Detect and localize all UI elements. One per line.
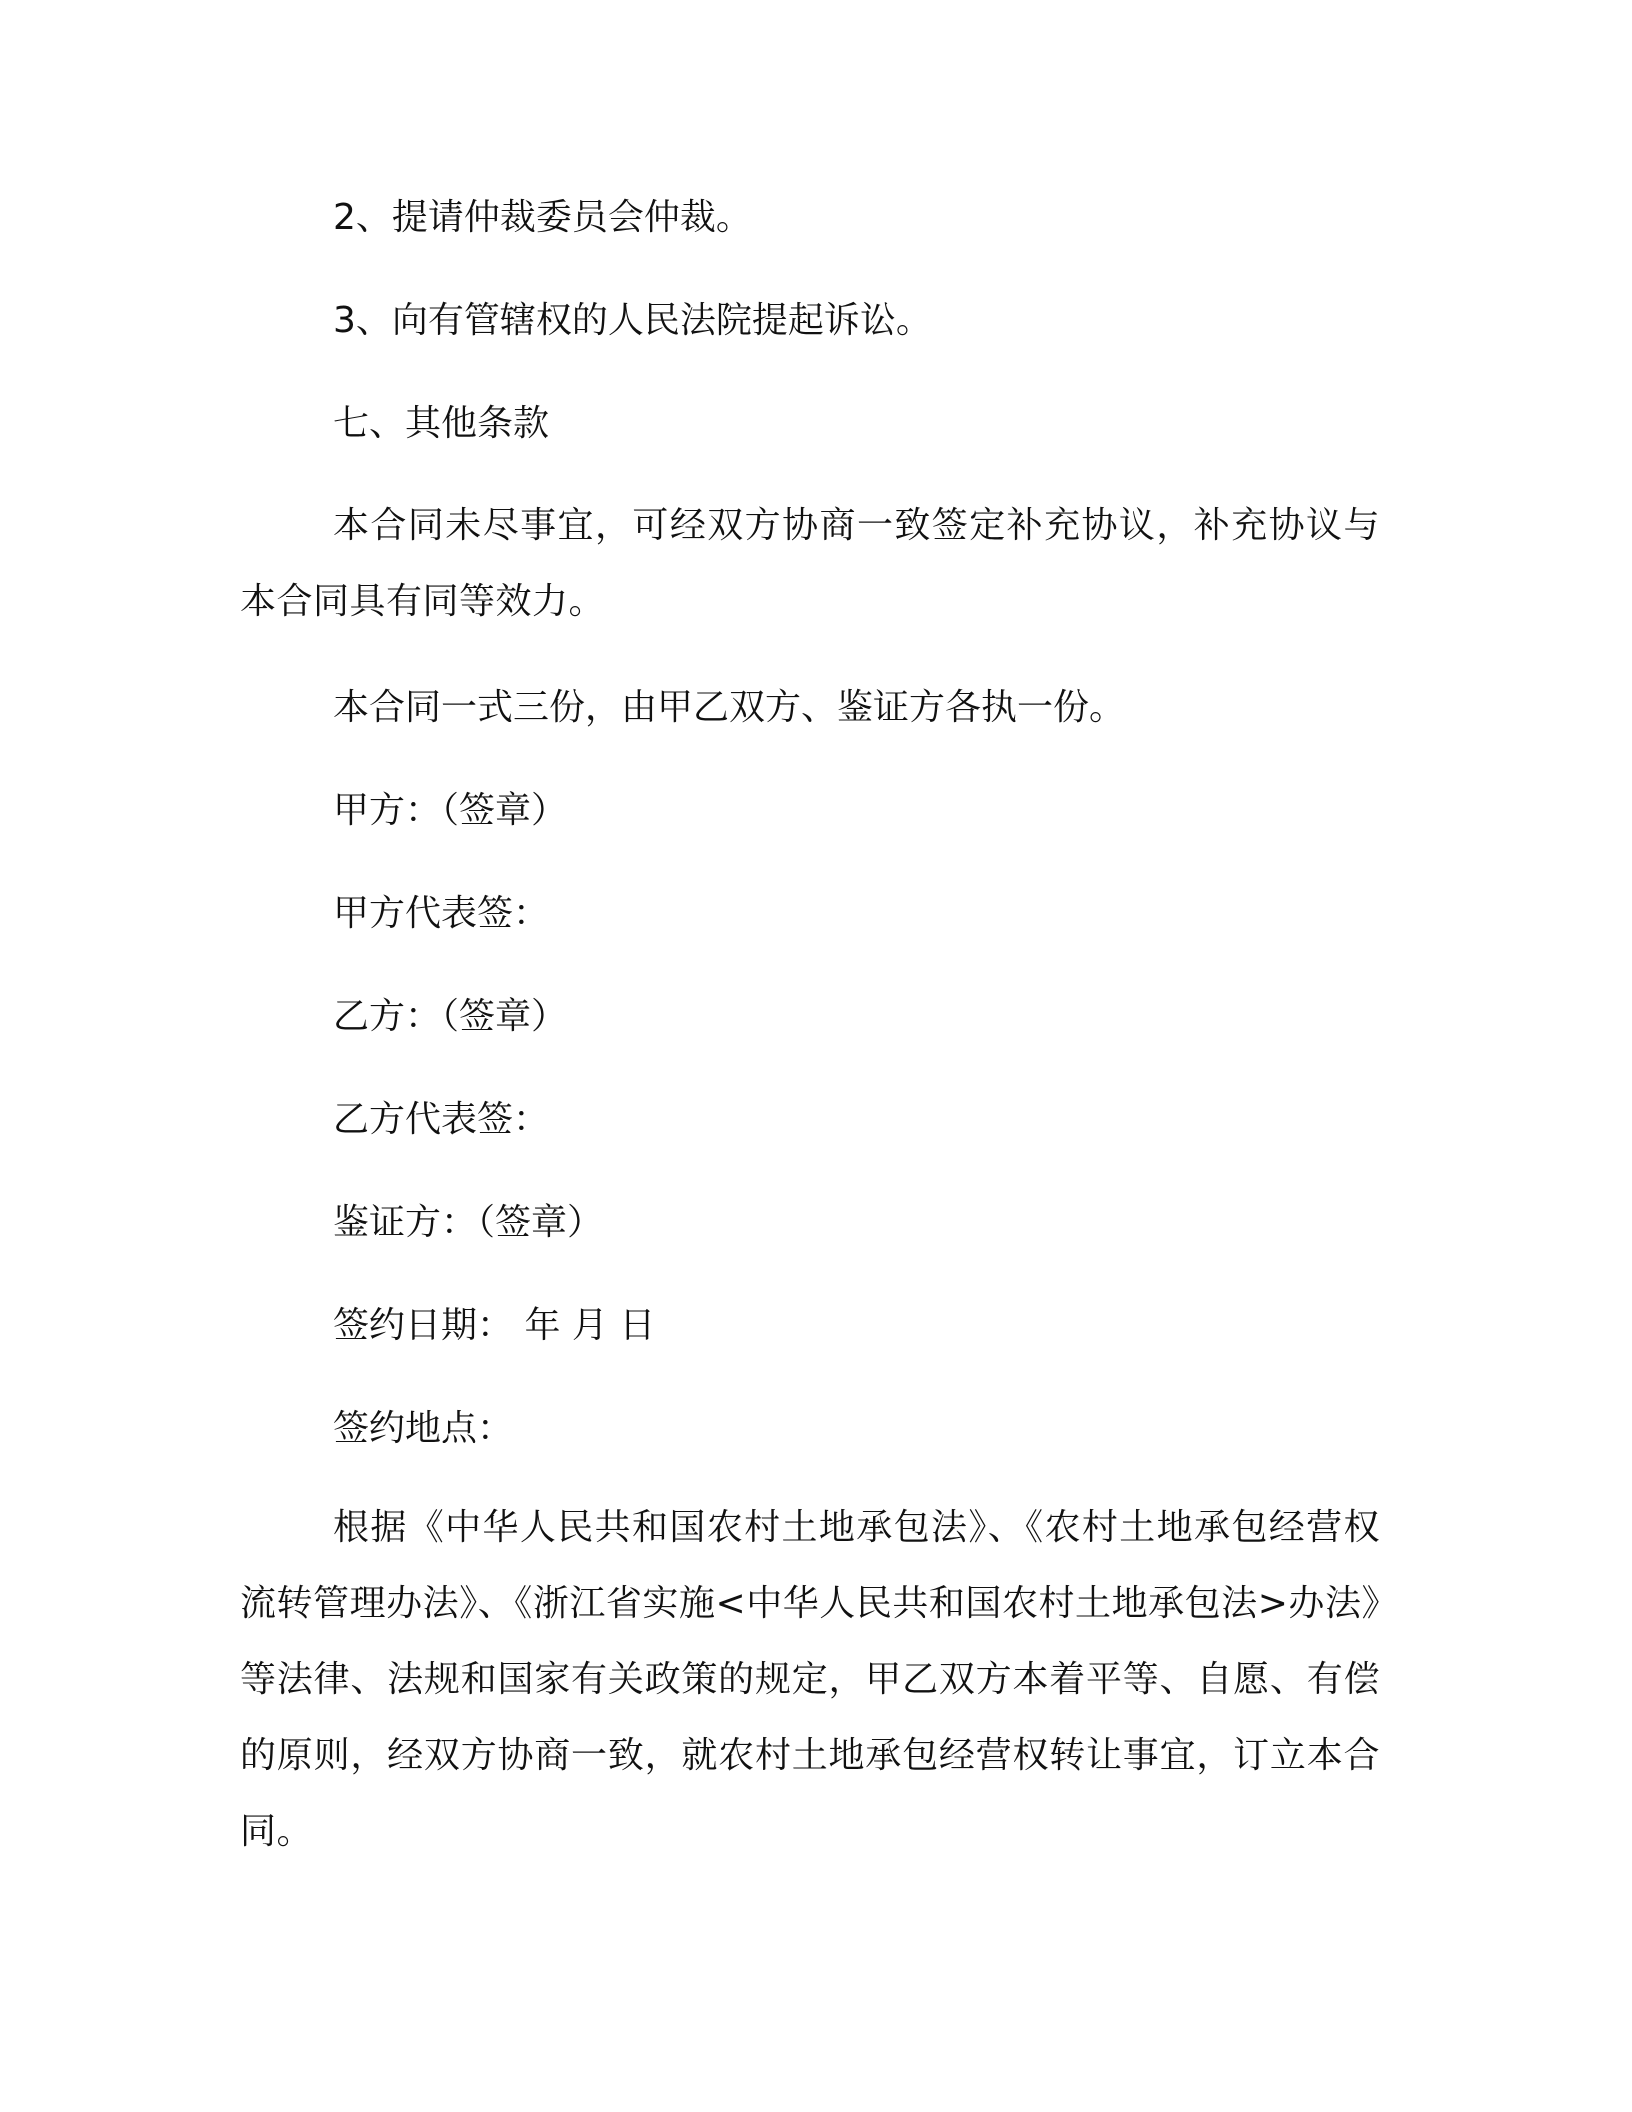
clause-3: 3、向有管辖权的人民法院提起诉讼。 [333, 300, 932, 341]
party-b-signature: 乙方：（签章） [333, 996, 568, 1037]
legal-basis-paragraph: 根据《中华人民共和国农村土地承包法》、《农村土地承包经营权流转管理办法》、《浙江省实施<中华人民共和国农村土地承包法>办法》等法律、法规和国家有关政策的规定，甲乙双方本着平等、自愿、有偿的原则，经双方协商一致，就农村土地承包经营权转让事宜，订立本合同。 [240, 1507, 1380, 1852]
witness-signature: 鉴证方：（签章） [333, 1202, 604, 1243]
copies-paragraph: 本合同一式三份，由甲乙双方、鉴证方各执一份。 [333, 687, 1126, 728]
section-7-heading: 七、其他条款 [333, 403, 550, 444]
sign-date: 签约日期： 年 月 日 [333, 1305, 656, 1346]
party-a-signature: 甲方：（签章） [333, 790, 568, 831]
sign-place: 签约地点： [333, 1408, 514, 1449]
clause-2: 2、提请仲裁委员会仲裁。 [333, 197, 752, 238]
supplement-paragraph: 本合同未尽事宜，可经双方协商一致签定补充协议，补充协议与本合同具有同等效力。 [240, 505, 1380, 622]
party-a-representative: 甲方代表签： [333, 893, 550, 934]
party-b-representative: 乙方代表签： [333, 1099, 550, 1140]
